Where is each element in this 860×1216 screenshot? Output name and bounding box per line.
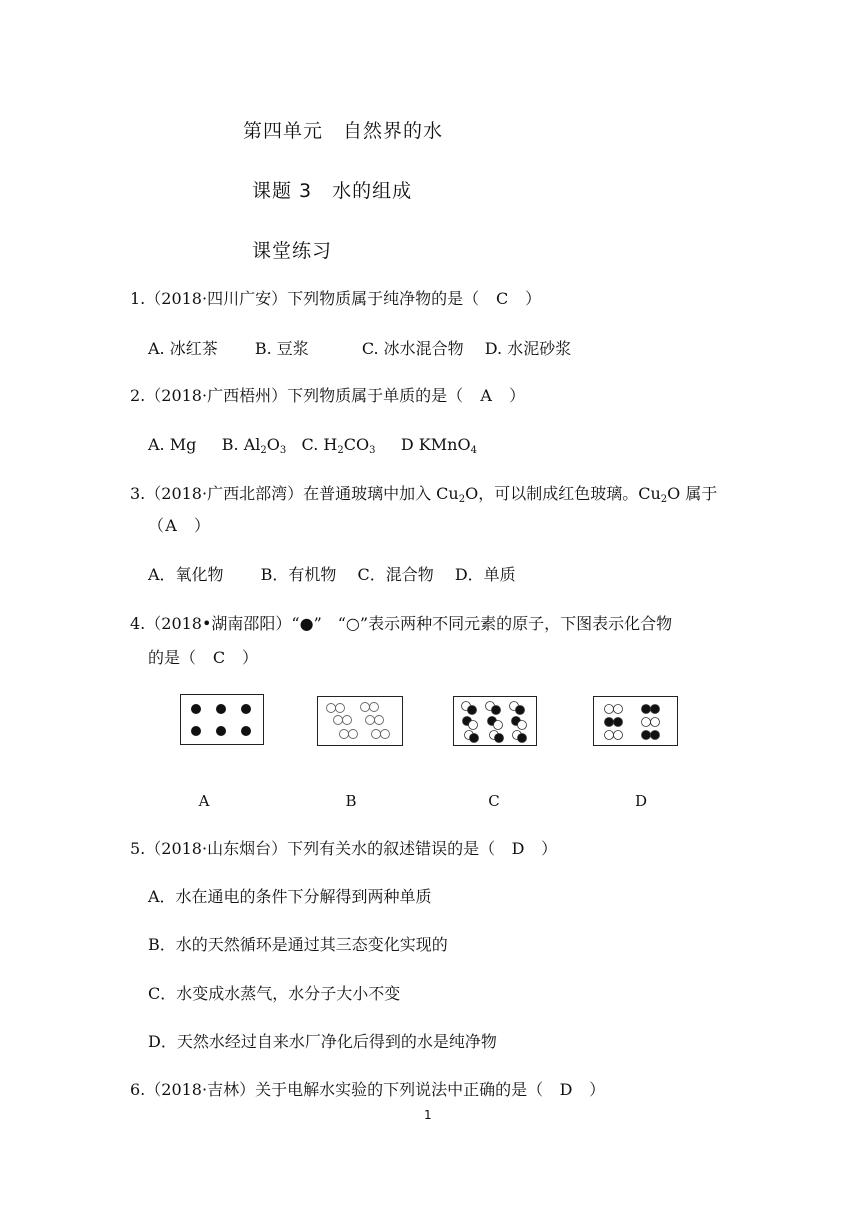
question-5-option-a: A．水在通电的条件下分解得到两种单质 bbox=[148, 887, 432, 906]
box-label-b: B bbox=[345, 792, 357, 810]
question-4-stem-line2: 的是（ C ） bbox=[148, 648, 259, 667]
question-4-answer: C bbox=[212, 648, 226, 667]
filled-atom bbox=[216, 704, 226, 714]
question-5-option-b: B．水的天然循环是通过其三态变化实现的 bbox=[148, 935, 448, 954]
question-5-answer: D bbox=[511, 839, 525, 858]
filled-atom bbox=[191, 726, 201, 736]
question-2-stem: 2.（2018·广西梧州）下列物质属于单质的是（ A ） bbox=[130, 386, 526, 405]
molecule-diagram-c bbox=[454, 697, 536, 745]
question-3-stem-line2: （A ） bbox=[148, 516, 211, 535]
question-3-options: A．氧化物 B．有机物 C．混合物 D．单质 bbox=[148, 565, 516, 584]
question-2-options: A. Mg B. $Al_2O_3$ C. $H_2CO_3$ D KMnO$_4$ bbox=[148, 435, 477, 456]
question-3-stem-line1: 3.（2018·广西北部湾）在普通玻璃中加入 $Cu_2O$，可以制成红色玻璃。$Cu_2O$ 属于 bbox=[130, 484, 718, 505]
molecule-diagram-d bbox=[594, 697, 677, 745]
molecule-box-b bbox=[317, 696, 403, 746]
question-5-option-d: D．天然水经过自来水厂净化后得到的水是纯净物 bbox=[148, 1032, 497, 1051]
section-title: 课堂练习 bbox=[252, 240, 333, 262]
question-2-answer: A bbox=[480, 386, 492, 405]
molecule-box-d bbox=[593, 696, 678, 746]
question-3-answer: A bbox=[165, 516, 177, 535]
page-number: 1 bbox=[424, 1108, 432, 1122]
lesson-title: 课题 3 水的组成 bbox=[252, 180, 413, 202]
molecule-diagram-b bbox=[318, 697, 402, 745]
filled-atom bbox=[216, 726, 226, 736]
question-4-stem-line1: 4.（2018•湖南邵阳）“●” “○”表示两种不同元素的原子，下图表示化合物 bbox=[130, 614, 673, 633]
question-6-answer: D bbox=[559, 1080, 573, 1099]
molecule-box-c bbox=[453, 696, 537, 746]
question-1-answer: C bbox=[495, 289, 509, 308]
unit-title: 第四单元 自然界的水 bbox=[243, 120, 444, 142]
question-1-stem: 1.（2018·四川广安）下列物质属于纯净物的是（ C ） bbox=[130, 289, 542, 308]
molecule-diagram-a bbox=[181, 695, 263, 744]
box-label-d: D bbox=[634, 792, 648, 810]
box-label-c: C bbox=[488, 792, 500, 810]
filled-atom bbox=[241, 726, 251, 736]
question-1-options: A. 冰红茶 B. 豆浆 C. 冰水混合物 D. 水泥砂浆 bbox=[148, 339, 572, 358]
molecule-box-a bbox=[180, 694, 264, 745]
question-5-option-c: C．水变成水蒸气，水分子大小不变 bbox=[148, 984, 401, 1003]
question-6-stem: 6.（2018·吉林）关于电解水实验的下列说法中正确的是（ D ） bbox=[130, 1080, 606, 1099]
filled-atom bbox=[241, 704, 251, 714]
question-5-stem: 5.（2018·山东烟台）下列有关水的叙述错误的是（ D ） bbox=[130, 839, 558, 858]
filled-atom bbox=[191, 704, 201, 714]
box-label-a: A bbox=[198, 792, 210, 810]
